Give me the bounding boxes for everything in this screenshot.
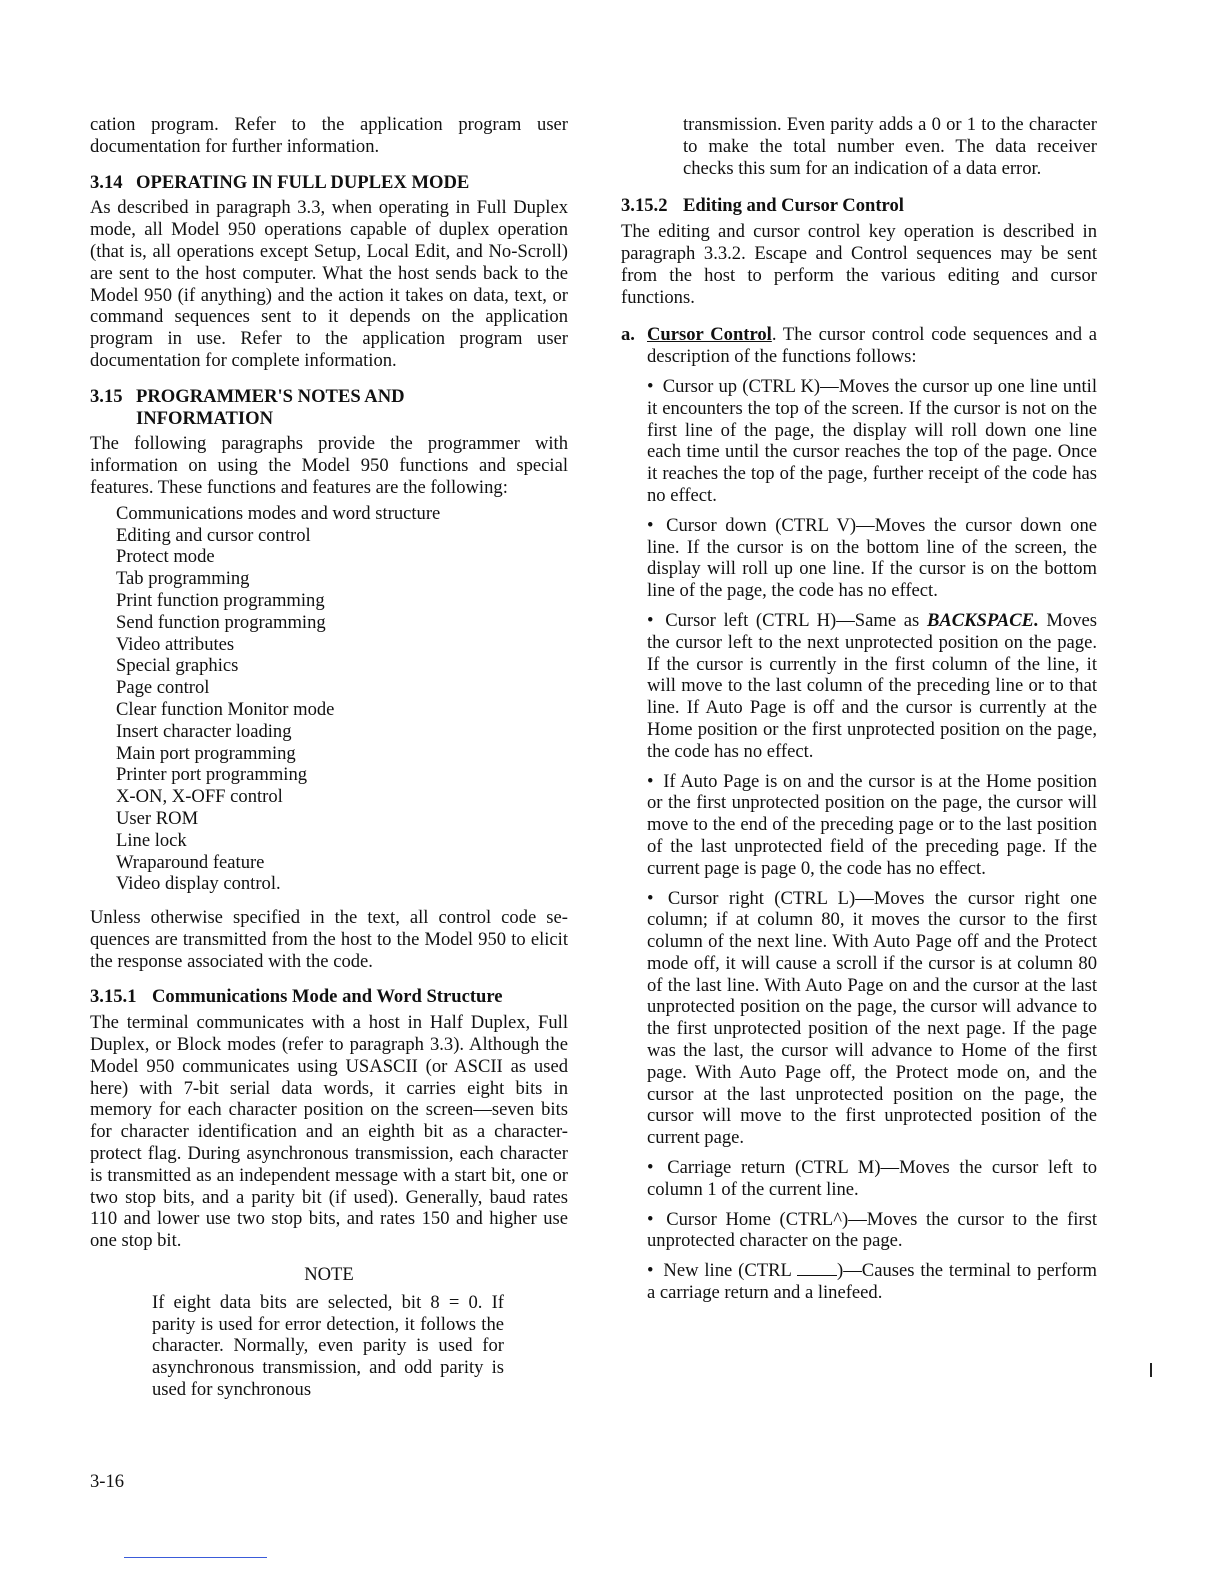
subsection-intro: Cursor Control. The cursor control code sequences and a description of the functions follows: (647, 324, 1097, 368)
section-number: 3.15 (90, 385, 123, 407)
backspace-key-label: BACKSPACE. (926, 609, 1039, 631)
section-title: OPERATING IN FULL DUPLEX MODE (136, 171, 470, 193)
list-item: Protect mode (116, 546, 215, 568)
bullet-text-continued: Moves the cursor left to the next unprotected position on the page. If the cursor is currently in the first column of the line, it will move to the last column of the preceding line or to that line. If Auto Page is off and the cursor is currently at the Home position or the first unprotected position on the page, the code has no effect. (647, 609, 1097, 762)
section-3-15-1-heading (90, 986, 568, 1008)
list-item: Main port programming (116, 742, 296, 764)
bullet-text: Cursor down (CTRL V)—Moves the cursor down one line. If the cursor is on the bottom line of the screen, the display will roll up one line. If the cursor is on the bottom line of the page, the code has no effect. (647, 514, 1097, 602)
right-column (621, 114, 1097, 1304)
scan-artifact-line (124, 1557, 267, 1558)
bullet-carriage-return (647, 1157, 1097, 1201)
list-item: Special graphics (116, 655, 239, 677)
bullet-cursor-up (647, 376, 1097, 507)
bullet-text: Cursor up (CTRL K)—Moves the cursor up one line until it encounters the top of the screen. If the cursor is not on the first line of the page, the display will roll down one line each time until the cursor reaches the top of the page. Once it reaches the top of the page, further receipt of the code has no effect. (647, 375, 1097, 506)
bullet-icon: • (647, 375, 654, 397)
note-continued: transmission. Even parity adds a 0 or 1 to the character to make the total number even. The data receiver checks this sum for an indication of a data error. (683, 114, 1097, 179)
section-title: Editing and Cursor Control (683, 195, 904, 217)
section-title: Communications Mode and Word Structure (152, 986, 503, 1008)
list-item: Send function programming (116, 611, 326, 633)
bullet-icon: • (647, 1260, 654, 1282)
bullet-icon: • (647, 514, 654, 536)
intro-paragraph: cation program. Refer to the application program user documentation for further information. (90, 114, 568, 157)
bullet-text: Cursor right (CTRL L)—Moves the cursor right one column; if at column 80, it moves the cursor to the first column of the next line. With Auto Page off and the Protect mode off, it will cause a scroll if the cursor is at column 80 of the last line. With Auto Page on and the cursor at the last unprotected position on the page, the cursor will advance to the first unprotected position of the next page. If the page was the last, the cursor will advance to Home of the first page. With Auto Page off, the Protect mode on, and the cursor at the last unprotected position on the page, the cursor will move to the first unprotected position of the current page. (647, 887, 1097, 1149)
list-item: Editing and cursor control (116, 524, 311, 546)
feature-list (90, 503, 568, 895)
section-3-15-heading (90, 386, 568, 430)
list-item: Tab programming (116, 568, 250, 590)
bullet-new-line (647, 1260, 1097, 1304)
subsection-heading: Cursor Control (647, 324, 772, 346)
bullet-cursor-left (647, 610, 1097, 763)
bullet-icon: • (647, 887, 654, 909)
note-title: NOTE (304, 1264, 354, 1286)
list-item: Communications modes and word structure (116, 502, 441, 524)
bullet-text: New line (CTRL (663, 1260, 798, 1282)
list-item: Clear function Monitor mode (116, 698, 335, 720)
list-item: X-ON, X-OFF control (116, 786, 283, 808)
note-body: If eight data bits are selected, bit 8 = 0. If parity is used for error detection, it follows the character. Normally, even parity is used for asynchronous transmission, and odd parity is used for synchronous (152, 1291, 504, 1401)
bullet-text: Cursor left (CTRL H)—Same as (665, 609, 927, 631)
section-number: 3.15.1 (90, 986, 137, 1008)
bullet-text-continued: )—Causes the terminal to perform a carriage return and a linefeed. (647, 1260, 1097, 1304)
section-number: 3.14 (90, 171, 123, 193)
left-column (90, 114, 568, 1401)
section-number: 3.15.2 (621, 195, 668, 217)
section-3-15-1-body: The terminal communicates with a host in Half Duplex, Full Duplex, or Block modes (refer to paragraph 3.3). Although the Model 950 communicates using USASCII (or ASCII as used here) with 7-bit serial data words, it carries eight bits in memory for each character position on the screen—seven bits for character identification and an eighth bit as a character-protect flag. During asynchronous transmission, each character is transmitted as an independent message with a start bit, one or two stop bits, and a parity bit (if used). Generally, baud rates 110 and lower use two stop bits, and rates 150 and higher use one stop bit. (90, 1012, 568, 1252)
list-item: Video display control. (116, 873, 281, 895)
bullet-text: If Auto Page is on and the cursor is at the Home position or the first unprotected position on the page, the cursor will move to the end of the preceding page or to the last position of the last unprotected field of the preceding page. If the current page is page 0, the code has no effect. (647, 770, 1097, 879)
bullet-icon: • (647, 1157, 654, 1179)
scan-artifact-mark (1150, 1363, 1152, 1377)
list-item: Video attributes (116, 633, 235, 655)
section-3-14-heading (90, 172, 568, 194)
list-item: Insert character loading (116, 720, 292, 742)
bullet-icon: • (647, 609, 654, 631)
bullet-auto-page (647, 771, 1097, 880)
section-3-14-body: As described in paragraph 3.3, when operating in Full Duplex mode, all Model 950 operations capable of duplex operation (that is, all operations except Setup, Local Edit, and No-Scroll) are sent to the host computer. What the host sends back to the Model 950 (if anything) and the action it takes on data, text, or command sequences sent to it depends on the application program in use. Refer to the application program user documentation for complete information. (90, 197, 568, 371)
section-title: PROGRAMMER'S NOTES AND (136, 385, 405, 407)
bullet-cursor-home (647, 1209, 1097, 1253)
control-code-paragraph: Unless otherwise specified in the text, all control code sequences are transmitted from the host to the Model 950 to elicit the response associated with the code. (90, 907, 568, 972)
list-item: Line lock (116, 829, 187, 851)
list-item: Page control (116, 677, 210, 699)
list-item: User ROM (116, 807, 199, 829)
list-item: Print function programming (116, 589, 325, 611)
subsection-intro-text: The cursor control code sequences and a description of the functions follows: (647, 324, 1097, 368)
section-3-15-body: The following paragraphs provide the programmer with information on using the Model 950 functions and special features. These functions and features are the following: (90, 433, 568, 498)
bullet-cursor-down (647, 515, 1097, 602)
bullet-cursor-right (647, 888, 1097, 1150)
subsection-cursor-control (621, 324, 1097, 1303)
bullet-icon: • (647, 770, 654, 792)
subsection-letter: a. (621, 324, 635, 346)
section-3-15-2-body: The editing and cursor control key operation is described in paragraph 3.3.2. Escape and Control sequences may be sent from the host to perform the various editing and cursor functions. (621, 221, 1097, 308)
page-number: 3-16 (90, 1471, 125, 1492)
section-title-continued: INFORMATION (136, 407, 274, 429)
bullet-icon: • (647, 1208, 654, 1230)
blank-key-underline (797, 1261, 837, 1276)
list-item: Printer port programming (116, 764, 308, 786)
bullet-text: Cursor Home (CTRL^)—Moves the cursor to the first unprotected character on the page. (647, 1208, 1097, 1252)
list-item: Wraparound feature (116, 851, 265, 873)
bullet-text: Carriage return (CTRL M)—Moves the cursor left to column 1 of the current line. (647, 1157, 1097, 1200)
section-3-15-2-heading (621, 195, 1097, 217)
